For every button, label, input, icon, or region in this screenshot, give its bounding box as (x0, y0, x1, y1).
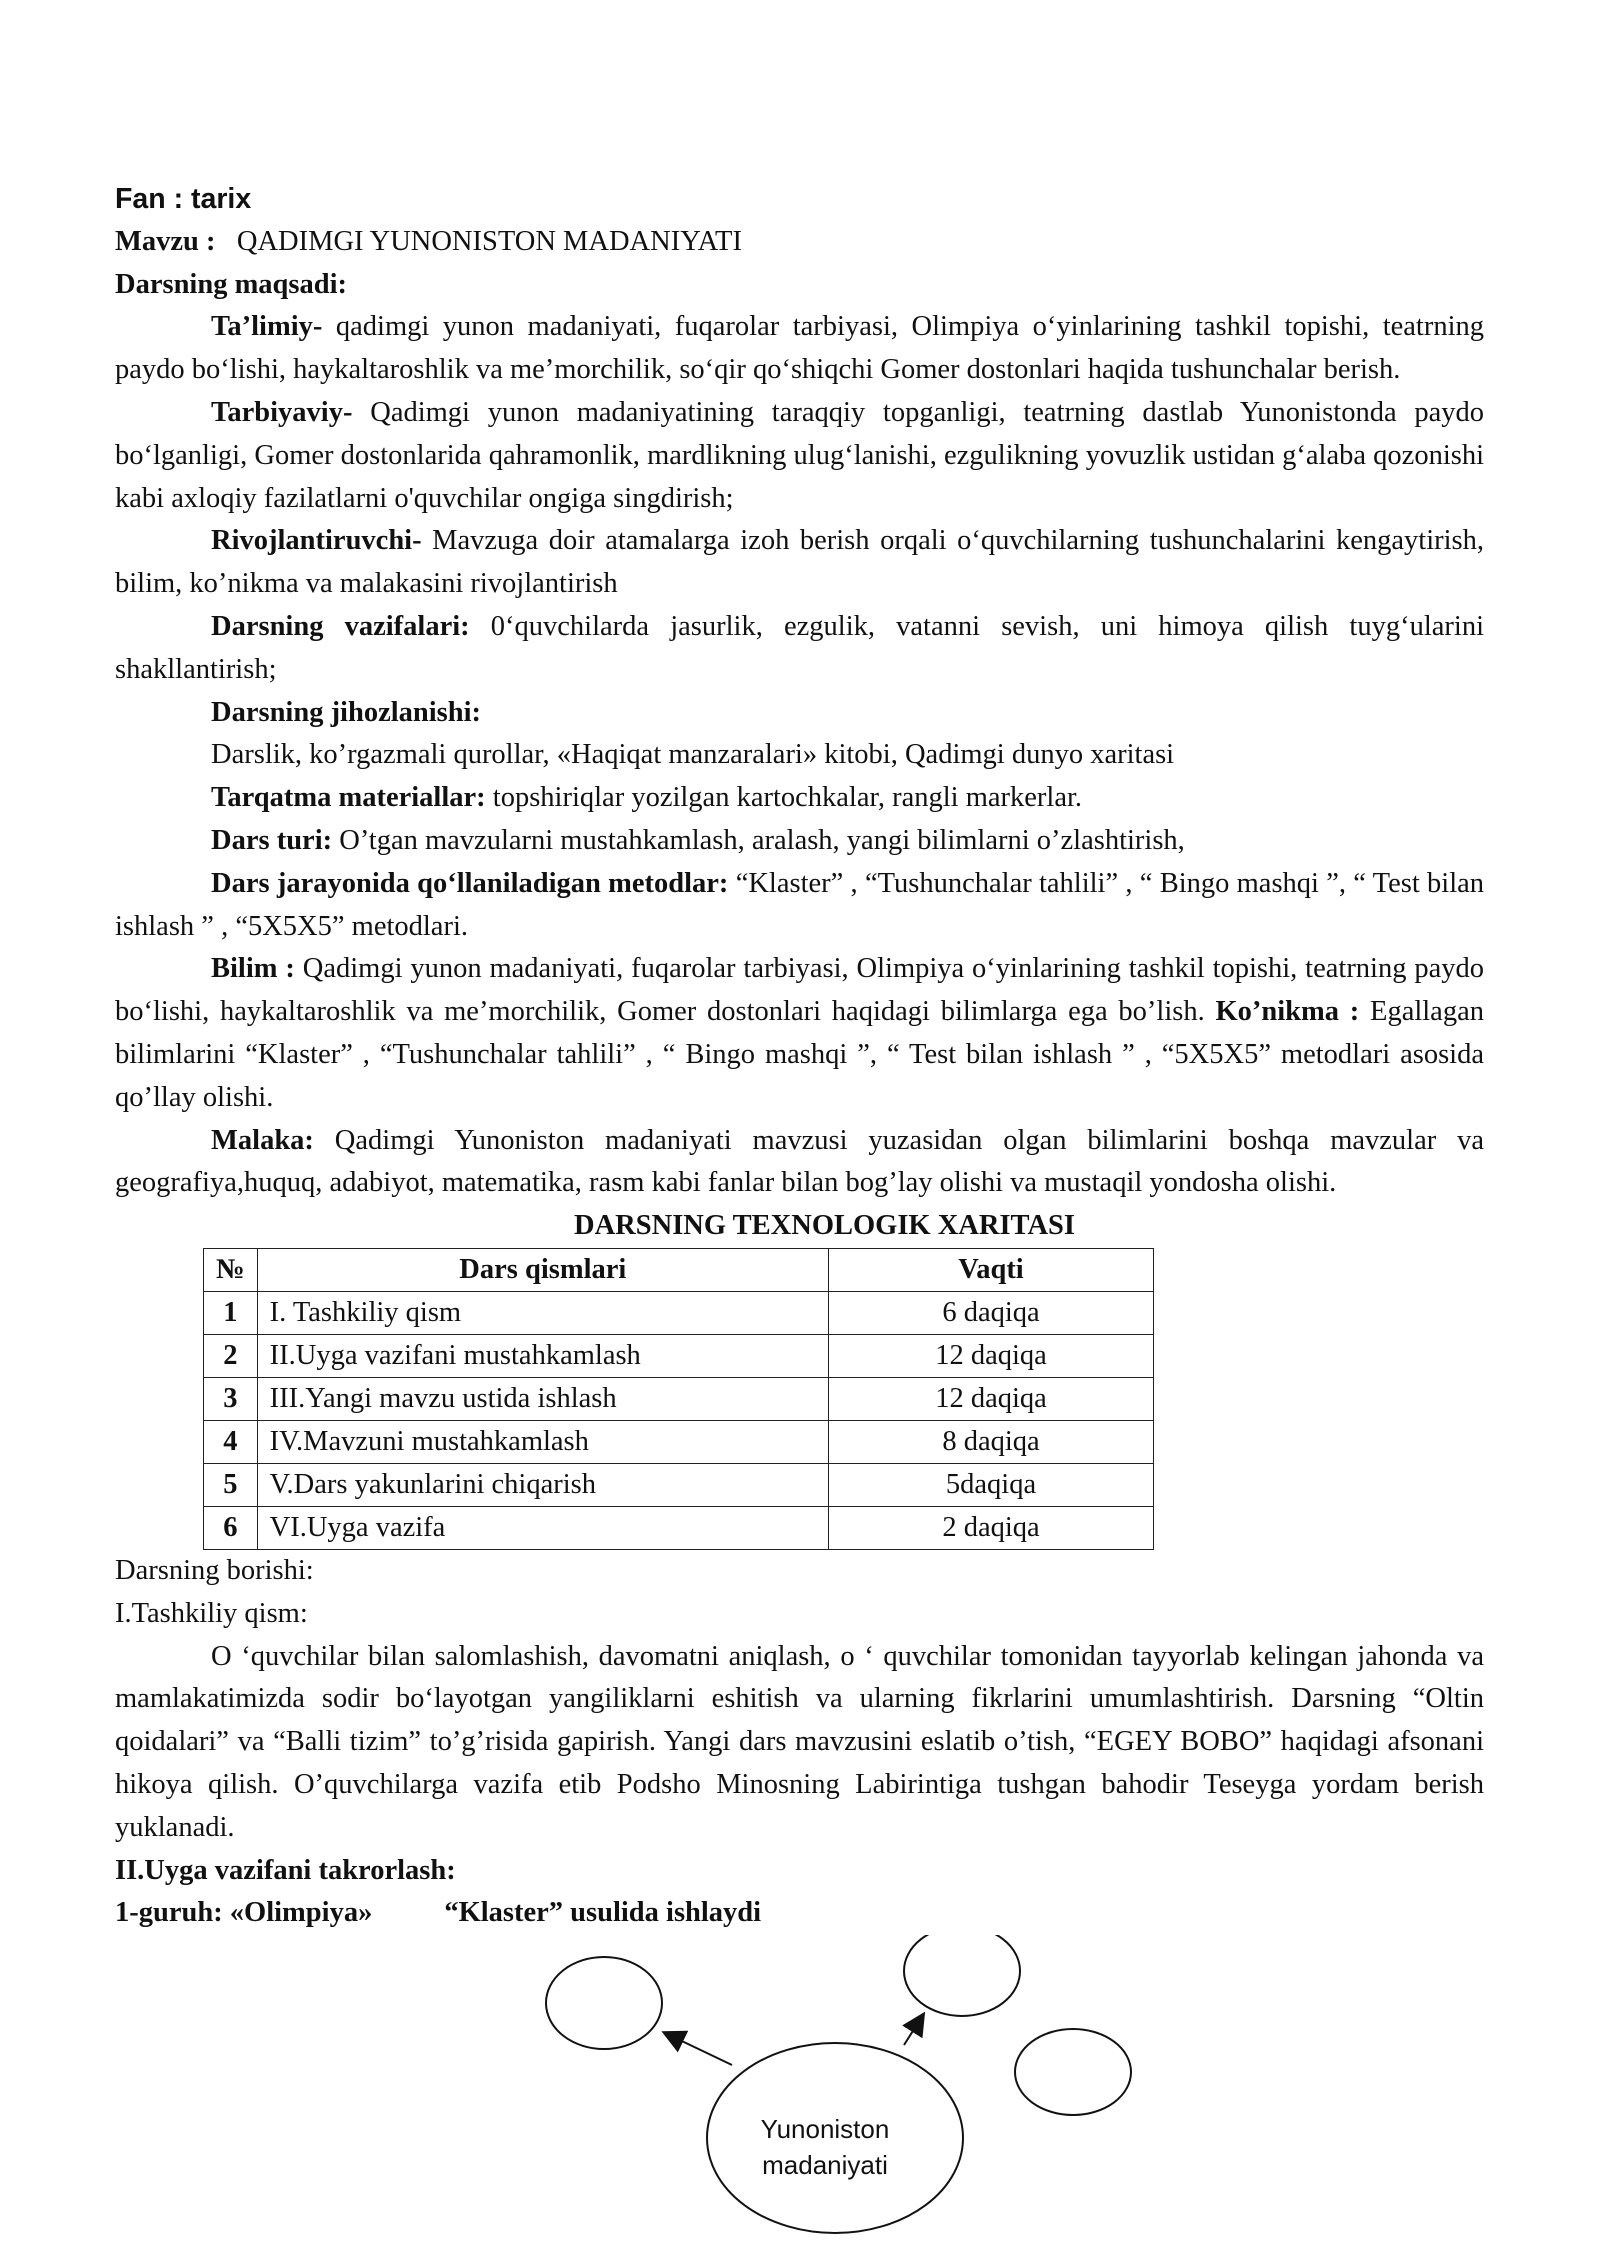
row-number: 5 (204, 1463, 258, 1506)
cluster-arrow-left (665, 2033, 732, 2065)
row-part: IV.Mavzuni mustahkamlash (257, 1420, 828, 1463)
row-part: V.Dars yakunlarini chiqarish (257, 1463, 828, 1506)
goals-heading: Darsning maqsadi: (115, 268, 348, 300)
row-part: III.Yangi mavzu ustida ishlash (257, 1377, 828, 1420)
equipment-text: Darslik, ko’rgazmali qurollar, «Haqiqat manzaralari» kitobi, Qadimgi dunyo xaritasi (211, 739, 1175, 771)
col-header-number: № (204, 1248, 258, 1291)
document-page (115, 178, 1484, 2235)
cluster-diagram (115, 1935, 1484, 2235)
table-row (204, 1420, 1154, 1463)
goal-educational: Ta’limiy- qadimgi yunon madaniyati, fuqarolar tarbiyasi, Olimpiya o‘yinlarining tashkil topishi, teatrning paydo bo‘lishi, haykaltaroshlik va me’morchilik, so‘qir qo‘shiqchi Gomer dostonlari haqida tushunchalar berish. (115, 311, 1484, 386)
topic-label: Mavzu : (115, 225, 216, 257)
table-row (204, 1377, 1154, 1420)
table-row (204, 1291, 1154, 1334)
section-organizational-text: O ‘quvchilar bilan salomlashish, davomatni aniqlash, o ‘ quvchilar tomonidan tayyorlab kelingan jahonda va mamlakatimizda sodir bo‘layotgan yangiliklarni eshitish va ularning fikrlarini umumlashtirish. Darsning “Oltin qoidalari” va “Balli tizim” to’g’risida gapirish. Yangi dars mavzusini eslatib o’tish, “EGEY BOBO” haqidagi afsonani hikoya qilish. O’quvchilarga vazifa etib Podsho Minosning Labirintiga tushgan bahodir Teseyga yordam berish yuklanadi. (115, 1640, 1484, 1843)
col-header-parts: Dars qismlari (257, 1248, 828, 1291)
cluster-center-line2: madaniyati (762, 2150, 888, 2181)
group1-method: “Klaster” usulida ishlaydi (444, 1897, 762, 1929)
table-title: DARSNING TEXNOLOGIK XARITASI (574, 1210, 1075, 1242)
group1-line (115, 1892, 1484, 1935)
table-row (204, 1334, 1154, 1377)
group1-label: 1-guruh: «Olimpiya» (115, 1897, 373, 1929)
section-homework-heading: II.Uyga vazifani takrorlash: (115, 1854, 456, 1886)
tech-map-table (203, 1248, 1154, 1550)
table-row (204, 1463, 1154, 1506)
row-time: 2 daqiqa (829, 1506, 1154, 1549)
row-part: VI.Uyga vazifa (257, 1506, 828, 1549)
equipment-heading: Darsning jihozlanishi: (211, 696, 482, 728)
goal-developmental: Rivojlantiruvchi- Mavzuga doir atamalarga izoh berish orqali o‘quvchilarning tushunchalarini kengaytirish, bilim, ko’nikma va malakasini rivojlantirish (115, 525, 1484, 600)
cluster-node-top-right (904, 1935, 1020, 2016)
row-time: 12 daqiqa (829, 1377, 1154, 1420)
methods: Dars jarayonida qo‘llaniladigan metodlar: “Klaster” , “Tushunchalar tahlili” , “ Bingo mashqi ”, “ Test bilan ishlash ” , “5X5X5” metodlari. (115, 867, 1485, 942)
row-time: 6 daqiqa (829, 1291, 1154, 1334)
topic-line (115, 221, 1484, 264)
cluster-arrow-top-right (904, 2015, 923, 2045)
section-organizational: I.Tashkiliy qism: (115, 1597, 308, 1629)
cluster-node-right (1015, 2029, 1131, 2115)
competence: Malaka: Qadimgi Yunoniston madaniyati mavzusi yuzasidan olgan bilimlarini boshqa mavzular va geografiya,huquq, adabiyot, matematika, rasm kabi fanlar bilan bog’lay olishi va mustaqil yondosha olishi. (115, 1124, 1484, 1199)
lesson-tasks: Darsning vazifalari: 0‘quvchilarda jasurlik, ezgulik, vatanni sevish, uni himoya qilish tuyg‘ularini shakllantirish; (115, 610, 1484, 685)
row-number: 1 (204, 1291, 258, 1334)
table-header-row (204, 1248, 1154, 1291)
row-number: 6 (204, 1506, 258, 1549)
col-header-time: Vaqti (829, 1248, 1154, 1291)
goal-upbringing: Tarbiyaviy- Qadimgi yunon madaniyatining taraqqiy topganligi, teatrning dastlab Yunonistonda paydo bo‘lganligi, Gomer dostonlarida qahramonlik, mardlikning ulug‘lanishi, ezgulikning yovuzlik ustidan g‘alaba qozonishi kabi axloqiy fazilatlarni o'quvchilar ongiga singdirish; (115, 396, 1484, 514)
handouts: Tarqatma materiallar: topshiriqlar yozilgan kartochkalar, rangli markerlar. (211, 782, 1083, 814)
subject-line: Fan : tarix (115, 183, 252, 215)
row-part: II.Uyga vazifani mustahkamlash (257, 1334, 828, 1377)
course-heading: Darsning borishi: (115, 1554, 314, 1586)
topic-value: QADIMGI YUNONISTON MADANIYATI (236, 225, 742, 257)
cluster-center-line1: Yunoniston (760, 2114, 890, 2145)
row-part: I. Tashkiliy qism (257, 1291, 828, 1334)
table-row (204, 1506, 1154, 1549)
lesson-type: Dars turi: O’tgan mavzularni mustahkamlash, aralash, yangi bilimlarni o’zlashtirish, (211, 824, 1185, 856)
knowledge: Bilim : Qadimgi yunon madaniyati, fuqarolar tarbiyasi, Olimpiya o‘yinlarining tashkil topishi, teatrning paydo bo‘lishi, haykaltaroshlik va me’morchilik, Gomer dostonlari haqidagi bilimlarga ega bo’lish. Ko’nikma : Egallagan bilimlarini “Klaster” , “Tushunchalar tahlili” , “ Bingo mashqi ”, “ Test bilan ishlash ” , “5X5X5” metodlari asosida qo’llay olishi. (115, 953, 1484, 1113)
row-number: 2 (204, 1334, 258, 1377)
row-number: 4 (204, 1420, 258, 1463)
cluster-node-left (546, 1957, 662, 2049)
cluster-svg (115, 1935, 1484, 2235)
row-time: 5daqiqa (829, 1463, 1154, 1506)
row-time: 12 daqiqa (829, 1334, 1154, 1377)
row-time: 8 daqiqa (829, 1420, 1154, 1463)
row-number: 3 (204, 1377, 258, 1420)
